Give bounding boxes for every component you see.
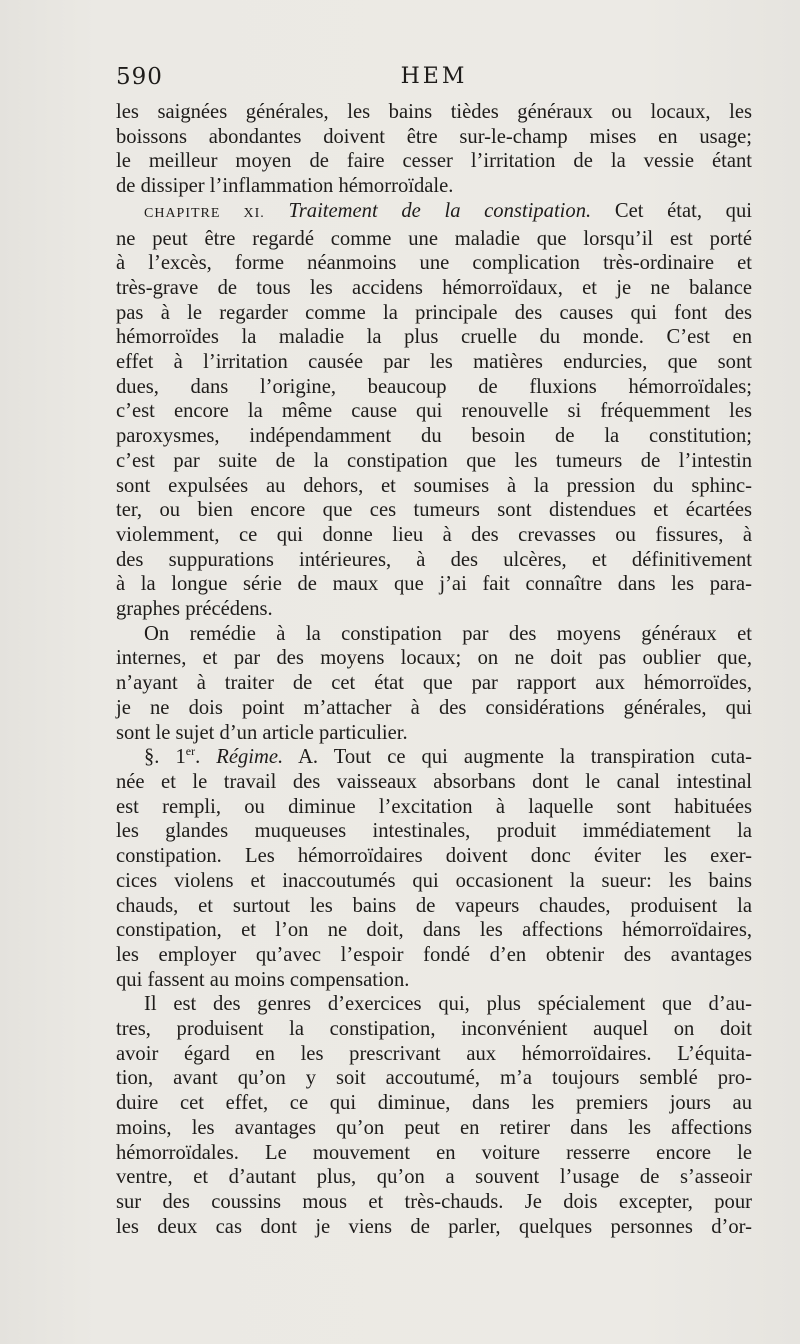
text-line: à la longue série de maux que j’ai fait connaître dans les para- (116, 573, 752, 596)
running-title: HEM (400, 64, 468, 89)
text-line: des suppurations intérieures, à des ulcères, et définitivement (116, 548, 752, 571)
text-line: je ne dois point m’attacher à des considérations générales, qui (116, 696, 752, 719)
text-line: A. Tout ce qui augmente la transpiration cuta- (298, 746, 753, 769)
text-line: constipation, et l’on ne doit, dans les affections hémorroïdaires, (116, 919, 752, 942)
text-line: née et le travail des vaisseaux absorbans dont le canal intestinal (116, 770, 752, 793)
text-line: c’est par suite de la constipation que les tumeurs de l’intestin (116, 449, 752, 472)
text-line: hémorroïdes la maladie la plus cruelle du monde. C’est en (116, 326, 752, 349)
body-text (116, 100, 752, 1239)
text-line: effet à l’irritation causée par les matières endurcies, que sont (116, 351, 752, 374)
section-mark-end: . (195, 746, 201, 769)
text-line: avoir égard en les prescrivant aux hémorroïdaires. L’équita- (116, 1042, 752, 1065)
text-line: graphes précédens. (116, 598, 273, 621)
text-line: tres, produisent la constipation, inconvénient auquel on doit (116, 1018, 752, 1041)
text-line: violemment, ce qui donne lieu à des crevasses ou fissures, à (116, 523, 752, 546)
text-line: sur des coussins mous et très-chauds. Je dois excepter, pour (116, 1190, 752, 1213)
text-line: qui fassent au moins compensation. (116, 968, 410, 991)
section-mark: §. 1 (144, 746, 186, 769)
section-mark-superscript: er (185, 744, 196, 759)
chapter-label: CHAPITRE XI. (144, 205, 265, 221)
text-line: moins, les avantages qu’on peut en retirer dans les affections (116, 1116, 752, 1139)
text-line: chauds, et surtout les bains de vapeurs chaudes, produisent la (116, 894, 752, 917)
section-heading-line (116, 745, 752, 770)
text-line: les saignées générales, les bains tièdes généraux ou locaux, les (116, 101, 752, 123)
text-line: duire cet effet, ce qui diminue, dans les premiers jours au (116, 1092, 752, 1115)
text-line: ter, ou bien encore que ces tumeurs sont distendues et écartées (116, 499, 752, 522)
text-line: ne peut être regardé comme une maladie que lorsqu’il est porté (116, 227, 752, 250)
text-line: le meilleur moyen de faire cesser l’irritation de la vessie étant (116, 150, 752, 173)
running-head (116, 64, 752, 98)
text-line: de dissiper l’inflammation hémorroïdale. (116, 175, 454, 198)
text-line: paroxysmes, indépendamment du besoin de la constitution; (116, 425, 752, 448)
text-line: Il est des genres d’exercices qui, plus spécialement que d’au- (144, 993, 752, 1016)
text-line: Cet état, qui (614, 199, 752, 222)
text-line: les deux cas dont je viens de parler, quelques personnes d’or- (116, 1215, 752, 1238)
text-line: les glandes muqueuses intestinales, produit immédiatement la (116, 820, 752, 843)
text-line: pas à le regarder comme la principale des causes qui font des (116, 301, 752, 324)
text-line: constipation. Les hémorroïdaires doivent donc éviter les exer- (116, 845, 752, 868)
text-line: à l’excès, forme néanmoins une complication très-ordinaire et (116, 252, 752, 275)
text-line: internes, et par des moyens locaux; on ne doit pas oublier que, (116, 647, 752, 670)
text-line: sont expulsées au dehors, et soumises à la pression du sphinc- (116, 474, 752, 497)
text-line: sont le sujet d’un article particulier. (116, 721, 408, 744)
page-number: 590 (116, 64, 163, 90)
chapter-title: Traitement de la constipation. (288, 199, 592, 222)
text-line: cices violens et inaccoutumés qui occasionent la sueur: les bains (116, 869, 752, 892)
text-line: tion, avant qu’on y soit accoutumé, m’a toujours semblé pro- (116, 1067, 752, 1090)
text-line: On remédie à la constipation par des moyens généraux et (144, 622, 752, 645)
text-line: les employer qu’avec l’espoir fondé d’en obtenir des avantages (116, 943, 752, 966)
chapter-heading-line (116, 199, 752, 227)
text-line: boissons abondantes doivent être sur-le-champ mises en usage; (116, 125, 752, 148)
text-line: c’est encore la même cause qui renouvelle si fréquemment les (116, 400, 752, 423)
text-line: n’ayant à traiter de cet état que par rapport aux hémorroïdes, (116, 672, 752, 695)
text-line: dues, dans l’origine, beaucoup de fluxions hémorroïdales; (116, 375, 752, 398)
text-line: est rempli, ou diminue l’excitation à laquelle sont habituées (116, 795, 752, 818)
text-line: hémorroïdales. Le mouvement en voiture resserre encore le (116, 1141, 752, 1164)
text-line: très-grave de tous les accidens hémorroïdaux, et je ne balance (116, 276, 752, 299)
section-title: Régime. (216, 746, 284, 769)
text-line: ventre, et d’autant plus, qu’on a souvent l’usage de s’asseoir (116, 1166, 752, 1189)
